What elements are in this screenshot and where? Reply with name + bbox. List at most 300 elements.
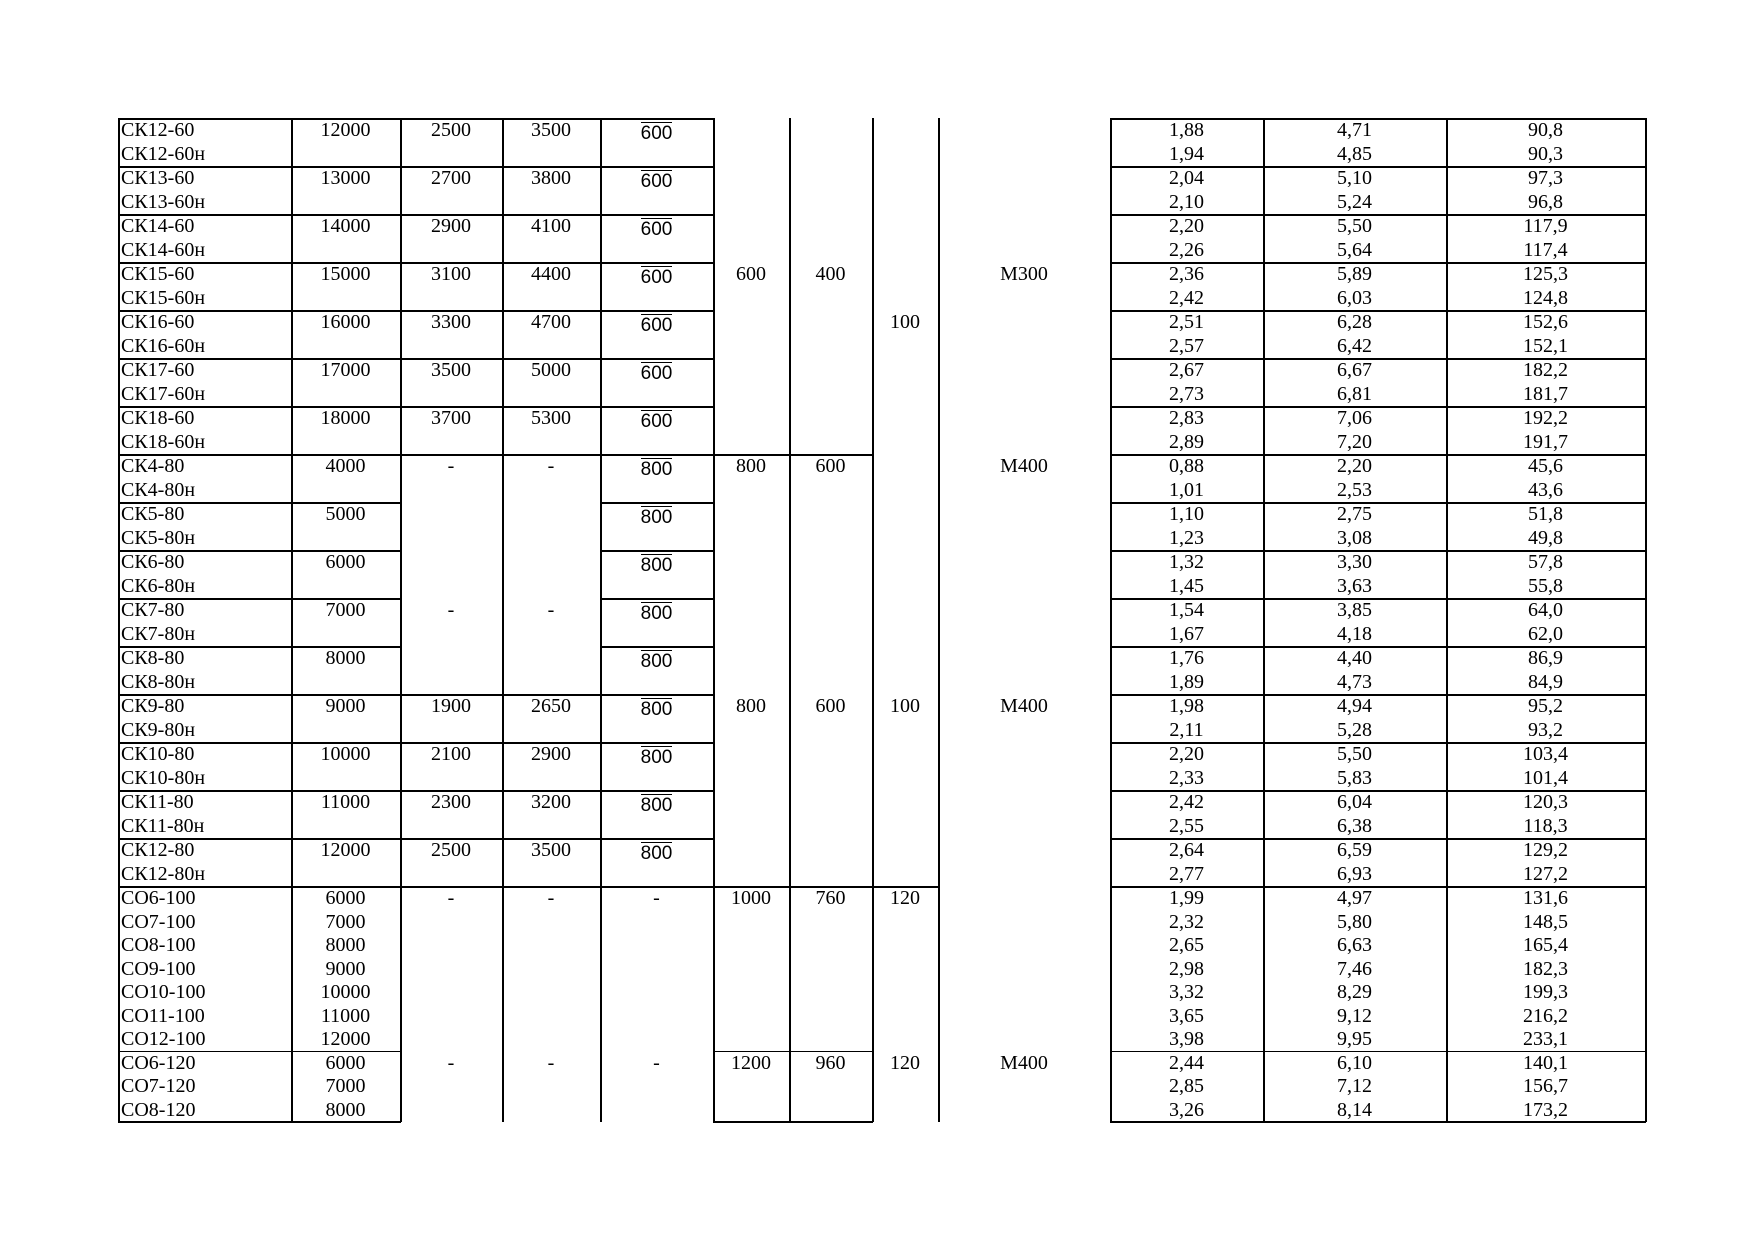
value-cell-3: 182,3 [1523,957,1568,980]
table-rule [118,886,401,888]
value-cell-2: 7,06 [1337,407,1372,429]
value-cell-1: 0,88 [1169,455,1204,477]
overlined-value: 600 [640,219,673,240]
grade-m400: М400 [1000,1051,1048,1074]
length-cell: 11000 [320,1004,371,1027]
table-rule [600,550,714,552]
overlined-cell [600,217,713,247]
value-cell-2: 6,28 [1337,311,1372,333]
value-cell-3: 96,8 [1528,190,1563,213]
value-cell-2: 5,80 [1337,910,1372,933]
table-rule [118,1051,401,1053]
dim-cell-2: 2650 [531,695,571,717]
table-rule [400,838,601,840]
table-rule [872,886,939,888]
table-rule [1110,550,1646,552]
merged-600: 600 [815,695,846,717]
length-cell: 10000 [320,981,371,1003]
value-cell-3: 181,7 [1523,382,1568,405]
overlined-cell [600,841,713,871]
table-rule [600,598,714,600]
table-rule [118,694,401,696]
value-cell-1: 2,04 [1169,167,1204,189]
table-rule [1110,742,1646,744]
length-cell: 7000 [325,910,366,933]
table-rule [1110,1051,1646,1053]
product-name: СК17-60 [121,359,195,381]
value-cell-1: 2,20 [1169,215,1204,237]
value-cell-2: 6,03 [1337,286,1372,309]
value-cell-1: 2,36 [1169,263,1204,285]
overlined-value: 600 [640,171,673,192]
value-cell-1: 2,55 [1169,814,1204,837]
value-cell-2: 3,30 [1337,551,1372,573]
value-cell-3: 182,2 [1523,359,1568,381]
value-cell-3: 93,2 [1528,718,1563,741]
table-rule [713,886,873,888]
table-rule [600,406,714,408]
table-rule [118,742,401,744]
dim-cell-2: 5300 [531,407,571,429]
table-rule [872,118,874,1122]
value-cell-3: 43,6 [1528,478,1563,501]
dim-cell-3: - [653,1051,660,1074]
length-cell: 6000 [325,1051,366,1074]
overlined-value: 600 [640,411,673,432]
length-cell: 13000 [320,167,371,189]
table-rule [1645,118,1647,1122]
value-cell-3: 118,3 [1523,814,1568,837]
value-cell-1: 2,57 [1169,334,1204,357]
table-rule [938,118,940,1122]
value-cell-2: 4,97 [1337,887,1372,909]
table-rule [713,1051,873,1053]
value-cell-3: 148,5 [1523,910,1568,933]
value-cell-1: 1,89 [1169,670,1204,693]
table-rule [400,742,601,744]
product-name: СО12-100 [121,1028,206,1050]
dim-cell-2: 5000 [531,359,571,381]
overlined-cell [600,697,713,727]
table-rule [1110,790,1646,792]
overlined-cell [600,649,713,679]
value-cell-3: 84,9 [1528,670,1563,693]
length-cell: 18000 [320,407,371,429]
length-cell: 6000 [325,887,366,909]
value-cell-2: 2,20 [1337,455,1372,477]
merged-100: 100 [890,311,920,333]
value-cell-2: 2,53 [1337,478,1372,501]
table-rule [1110,358,1646,360]
value-cell-1: 2,98 [1169,957,1204,980]
dim-cell-2: 4100 [531,215,571,237]
table-rule [600,214,714,216]
table-rule [600,166,714,168]
value-cell-1: 2,42 [1169,286,1204,309]
value-cell-1: 2,65 [1169,934,1204,956]
value-cell-1: 3,98 [1169,1028,1204,1050]
product-name: СО9-100 [121,957,196,980]
value-cell-1: 1,94 [1169,142,1204,165]
length-cell: 7000 [325,1075,366,1097]
dim-cell-1: 3500 [431,359,471,381]
table-rule [1110,118,1112,1122]
table-rule [118,1121,401,1123]
dim-cell-6: 120 [890,887,920,909]
value-cell-1: 3,65 [1169,1004,1204,1027]
product-name: СК12-80 [121,839,195,861]
table-rule [400,406,601,408]
dim-cell-1: 1900 [431,695,471,717]
length-cell: 8000 [325,1098,366,1121]
merged-100: 100 [890,695,920,717]
value-cell-3: 192,2 [1523,407,1568,429]
dim-cell-2: 4700 [531,311,571,333]
length-cell: 12000 [320,119,371,141]
overlined-cell [600,553,713,583]
product-name: СК18-60н [121,430,206,453]
table-rule [1110,118,1646,120]
dim-cell-1: 3300 [431,311,471,333]
value-cell-3: 152,6 [1523,311,1568,333]
value-cell-2: 7,12 [1337,1075,1372,1097]
overlined-value: 800 [640,507,673,528]
product-name: СК13-60 [121,167,195,189]
value-cell-1: 2,85 [1169,1075,1204,1097]
value-cell-2: 5,10 [1337,167,1372,189]
length-cell: 11000 [320,791,371,813]
product-name: СО7-100 [121,910,196,933]
length-cell: 12000 [320,839,371,861]
value-cell-3: 120,3 [1523,791,1568,813]
value-cell-1: 1,76 [1169,647,1204,669]
length-cell: 9000 [325,957,366,980]
dim-cell-2: - [547,1051,555,1074]
table-rule [118,790,401,792]
table-rule [118,262,401,264]
dim-cell-1: 2900 [431,215,471,237]
product-name: СК17-60н [121,382,206,405]
dim-cell-2: 4400 [531,263,571,285]
product-name: СК7-80н [121,622,196,645]
overlined-cell [600,313,713,343]
dim-cell-1: 2300 [431,791,471,813]
value-cell-1: 1,98 [1169,695,1204,717]
dim-cell-1: 2700 [431,167,471,189]
value-cell-3: 64,0 [1528,599,1563,621]
value-cell-2: 6,63 [1337,934,1372,956]
table-rule [1110,166,1646,168]
value-cell-3: 90,8 [1528,119,1563,141]
table-rule [400,262,601,264]
product-name: СК16-60 [121,311,195,333]
merged-400: 400 [815,263,846,285]
table-rule [600,502,714,504]
value-cell-2: 6,81 [1337,382,1372,405]
value-cell-3: 117,4 [1523,238,1568,261]
dim-cell-6: 120 [890,1051,920,1074]
overlined-cell [600,121,713,151]
merged-800: 800 [736,455,766,477]
value-cell-1: 2,20 [1169,743,1204,765]
value-cell-2: 4,18 [1337,622,1372,645]
value-cell-2: 5,89 [1337,263,1372,285]
table-rule [600,310,714,312]
value-cell-3: 55,8 [1528,574,1563,597]
dim-cell-2: - [547,887,555,909]
value-cell-1: 3,32 [1169,981,1204,1003]
value-cell-1: 1,99 [1169,887,1204,909]
value-cell-3: 125,3 [1523,263,1568,285]
dim-cell-1: - [447,887,455,909]
dim-cell-1: - [447,455,455,477]
overlined-value: 800 [640,747,673,768]
value-cell-2: 6,93 [1337,862,1372,885]
table-rule [118,598,401,600]
dim-cell-3: - [653,887,660,909]
value-cell-2: 8,14 [1337,1098,1372,1121]
table-rule [1110,886,1646,888]
table-rule [400,694,601,696]
length-cell: 10000 [320,743,371,765]
table-rule [400,214,601,216]
value-cell-2: 3,85 [1337,599,1372,621]
value-cell-1: 1,32 [1169,551,1204,573]
table-rule [789,118,791,1122]
product-name: СО6-100 [121,887,196,909]
product-name: СК6-80н [121,574,196,597]
product-name: СК14-60н [121,238,206,261]
table-rule [600,742,714,744]
length-cell: 14000 [320,215,371,237]
value-cell-2: 4,73 [1337,670,1372,693]
table-rule [600,454,714,456]
value-cell-3: 101,4 [1523,766,1568,789]
value-cell-3: 131,6 [1523,887,1568,909]
value-cell-1: 2,83 [1169,407,1204,429]
value-cell-2: 9,12 [1337,1004,1372,1027]
table-rule [1110,838,1646,840]
value-cell-2: 6,42 [1337,334,1372,357]
table-rule [400,166,601,168]
table-rule [713,454,873,456]
value-cell-2: 7,46 [1337,957,1372,980]
product-name: СО11-100 [121,1004,205,1027]
value-cell-3: 216,2 [1523,1004,1568,1027]
value-cell-2: 4,94 [1337,695,1372,717]
length-cell: 17000 [320,359,371,381]
length-cell: 15000 [320,263,371,285]
value-cell-2: 4,71 [1337,119,1372,141]
table-rule [1110,262,1646,264]
table-rule [600,838,714,840]
length-cell: 16000 [320,311,371,333]
dim-cell-1: - [447,1051,455,1074]
dim-cell-1: - [447,599,455,621]
overlined-value: 800 [640,651,673,672]
table-rule [600,118,602,1122]
value-cell-3: 103,4 [1523,743,1568,765]
product-name: СО8-100 [121,934,196,956]
table-rule [400,118,402,1122]
value-cell-1: 2,42 [1169,791,1204,813]
value-cell-2: 6,04 [1337,791,1372,813]
value-cell-3: 165,4 [1523,934,1568,956]
merged-600: 600 [736,263,766,285]
value-cell-1: 1,10 [1169,503,1204,525]
product-name: СК11-80 [121,791,194,813]
value-cell-2: 3,63 [1337,574,1372,597]
merged-800: 800 [736,695,766,717]
product-name: СК10-80 [121,743,195,765]
value-cell-3: 57,8 [1528,551,1563,573]
dim-cell-1: 2500 [431,839,471,861]
value-cell-1: 2,33 [1169,766,1204,789]
length-cell: 8000 [325,647,366,669]
table-rule [400,358,601,360]
table-rule [400,790,601,792]
table-rule [118,406,401,408]
overlined-value: 600 [640,123,673,144]
overlined-value: 600 [640,363,673,384]
value-cell-3: 90,3 [1528,142,1563,165]
table-rule [118,214,401,216]
product-name: СК7-80 [121,599,185,621]
value-cell-1: 1,88 [1169,119,1204,141]
dim-cell-1: 3700 [431,407,471,429]
value-cell-3: 140,1 [1523,1051,1568,1074]
dim-cell-2: 3200 [531,791,571,813]
table-rule [118,838,401,840]
product-name: СК5-80 [121,503,185,525]
value-cell-1: 2,67 [1169,359,1204,381]
table-rule [118,550,401,552]
product-name: СК18-60 [121,407,195,429]
dim-cell-1: 3100 [431,263,471,285]
product-name: СК8-80н [121,670,196,693]
value-cell-3: 127,2 [1523,862,1568,885]
overlined-cell [600,457,713,487]
product-name: СК16-60н [121,334,206,357]
table-rule [400,886,601,888]
length-cell: 5000 [325,503,366,525]
dim-cell-2: - [547,599,555,621]
dim-cell-2: 3500 [531,839,571,861]
grade-m400: М400 [1000,695,1048,717]
value-cell-2: 6,67 [1337,359,1372,381]
table-rule [400,310,601,312]
overlined-cell [600,745,713,775]
value-cell-3: 49,8 [1528,526,1563,549]
overlined-value: 800 [640,843,673,864]
dim-cell-2: 3500 [531,119,571,141]
table-rule [118,118,120,1122]
value-cell-1: 1,45 [1169,574,1204,597]
dim-cell-4: 1000 [731,887,771,909]
table-rule [1446,118,1448,1122]
table-rule [1110,214,1646,216]
value-cell-2: 8,29 [1337,981,1372,1003]
table-rule [600,262,714,264]
value-cell-1: 2,44 [1169,1051,1204,1074]
table-rule [713,1121,873,1123]
length-cell: 7000 [325,599,366,621]
table-rule [600,646,714,648]
value-cell-2: 4,40 [1337,647,1372,669]
product-name: СК5-80н [121,526,196,549]
product-name: СК6-80 [121,551,185,573]
value-cell-2: 5,64 [1337,238,1372,261]
grade-m400: М400 [1000,455,1048,477]
table-rule [118,310,401,312]
product-name: СК12-80н [121,862,206,885]
dim-cell-5: 960 [815,1051,846,1074]
value-cell-2: 5,50 [1337,743,1372,765]
table-rule [1110,1121,1646,1123]
overlined-value: 800 [640,459,673,480]
value-cell-1: 1,23 [1169,526,1204,549]
value-cell-3: 45,6 [1528,455,1563,477]
overlined-cell [600,793,713,823]
table-rule [600,694,714,696]
length-cell: 6000 [325,551,366,573]
value-cell-2: 7,20 [1337,430,1372,453]
product-name: СК10-80н [121,766,206,789]
table-rule [1110,406,1646,408]
overlined-cell [600,505,713,535]
value-cell-1: 1,54 [1169,599,1204,621]
value-cell-2: 6,59 [1337,839,1372,861]
value-cell-1: 2,77 [1169,862,1204,885]
table-rule [1263,118,1265,1122]
product-name: СК12-60н [121,142,206,165]
value-cell-3: 152,1 [1523,334,1568,357]
value-cell-3: 173,2 [1523,1098,1568,1121]
value-cell-3: 97,3 [1528,167,1563,189]
overlined-cell [600,409,713,439]
value-cell-1: 1,67 [1169,622,1204,645]
dim-cell-1: 2500 [431,119,471,141]
table-rule [713,118,715,1122]
overlined-value: 800 [640,795,673,816]
value-cell-3: 156,7 [1523,1075,1568,1097]
value-cell-1: 1,01 [1169,478,1204,501]
value-cell-3: 117,9 [1523,215,1568,237]
product-name: СК13-60н [121,190,206,213]
table-rule [118,502,401,504]
value-cell-2: 3,08 [1337,526,1372,549]
overlined-value: 600 [640,315,673,336]
product-name: СК9-80н [121,718,196,741]
overlined-cell [600,265,713,295]
value-cell-2: 5,28 [1337,718,1372,741]
value-cell-2: 9,95 [1337,1028,1372,1050]
table-rule [1110,646,1646,648]
table-rule [1110,502,1646,504]
overlined-value: 800 [640,699,673,720]
value-cell-1: 2,73 [1169,382,1204,405]
product-name: СК15-60н [121,286,206,309]
table-rule [1110,694,1646,696]
length-cell: 4000 [325,455,366,477]
value-cell-1: 2,10 [1169,190,1204,213]
table-rule [118,118,714,120]
value-cell-3: 129,2 [1523,839,1568,861]
value-cell-2: 5,24 [1337,190,1372,213]
product-name: СК12-60 [121,119,195,141]
length-cell: 8000 [325,934,366,956]
product-name: СК11-80н [121,814,205,837]
